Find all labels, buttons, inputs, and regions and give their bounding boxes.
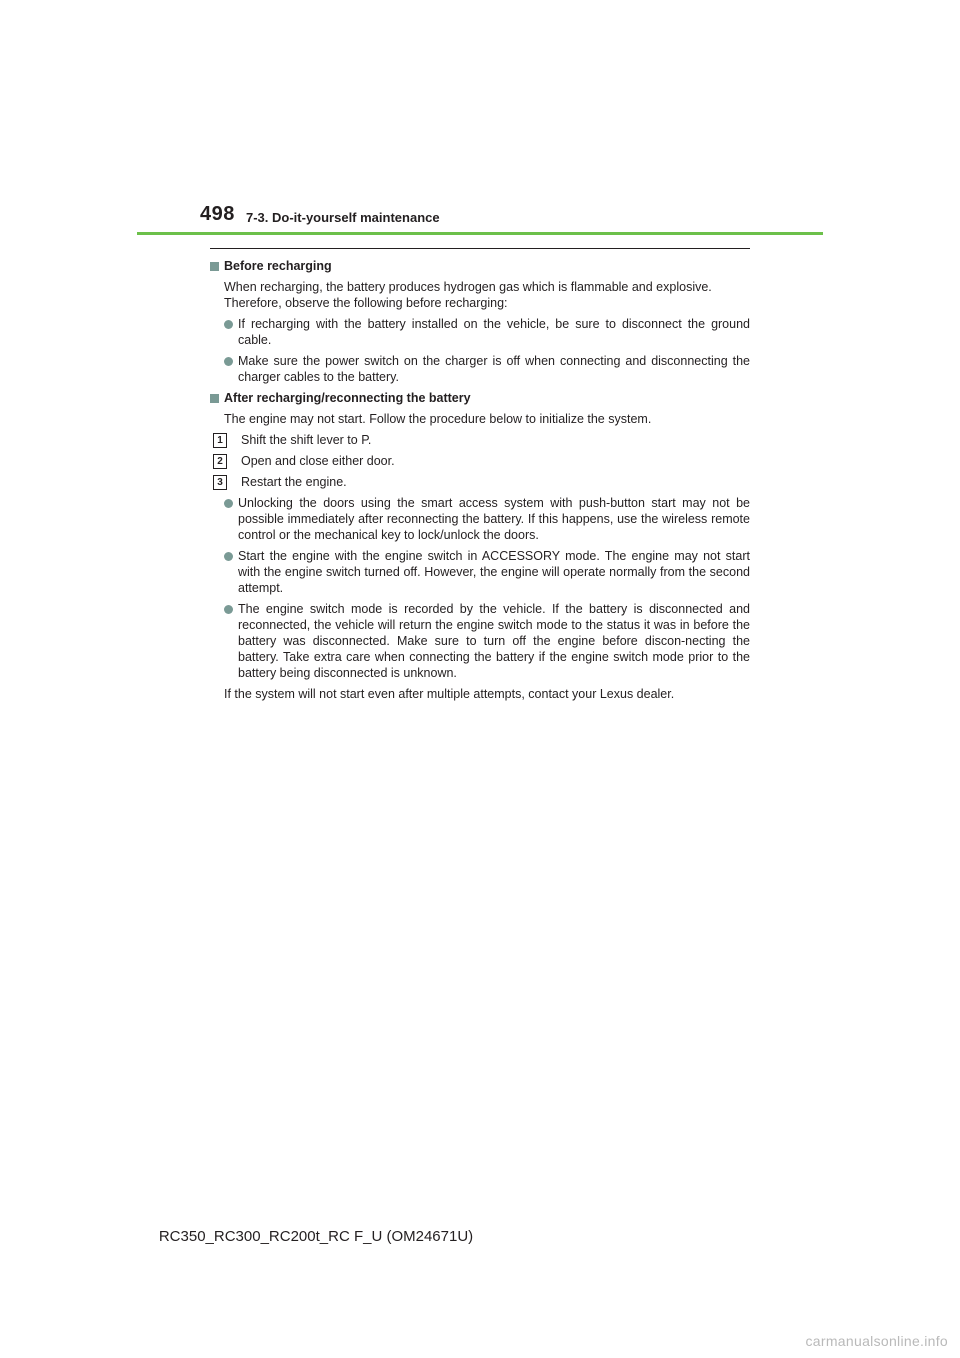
list-item bbox=[224, 548, 750, 596]
step-number-badge: 2 bbox=[213, 454, 227, 469]
section-title: 7-3. Do-it-yourself maintenance bbox=[246, 210, 440, 225]
section-intro: When recharging, the battery produces hydrogen gas which is flammable and explosive. Therefore, observe the following before recharging: bbox=[224, 280, 712, 310]
step-number-badge: 3 bbox=[213, 475, 227, 490]
header-divider bbox=[137, 232, 823, 235]
square-bullet-icon bbox=[210, 262, 219, 271]
section-heading-after-recharging bbox=[210, 390, 750, 406]
step-number-badge: 1 bbox=[213, 433, 227, 448]
list-item bbox=[224, 353, 750, 385]
watermark-link[interactable]: carmanualsonline.info bbox=[805, 1333, 948, 1349]
closing-note: If the system will not start even after multiple attempts, contact your Lexus dealer. bbox=[224, 687, 675, 701]
page-number: 498 bbox=[200, 203, 235, 225]
list-item-text: The engine switch mode is recorded by the vehicle. If the battery is disconnected and reconnected, the vehicle will return the engine switch mode to the status it was in before the battery was disconnected. Make sure to turn off the engine before discon-necting the battery. Take extra care when connecting the battery if the engine switch mode prior to the battery being disconnected is unknown. bbox=[238, 602, 750, 680]
page-header bbox=[0, 0, 960, 240]
step-text: Open and close either door. bbox=[241, 454, 395, 468]
circle-bullet-icon bbox=[224, 320, 233, 329]
section-intro: The engine may not start. Follow the procedure below to initialize the system. bbox=[224, 412, 652, 426]
manual-identifier: RC350_RC300_RC200t_RC F_U (OM24671U) bbox=[158, 1228, 474, 1245]
list-item-text: Make sure the power switch on the charger is off when connecting and disconnecting the charger cables to the battery. bbox=[238, 354, 750, 384]
list-item-text: Start the engine with the engine switch in ACCESSORY mode. The engine may not start with the engine switch turned off. However, the engine will operate normally from the second attempt. bbox=[238, 549, 750, 595]
list-item bbox=[224, 316, 750, 348]
step-text: Restart the engine. bbox=[241, 475, 347, 489]
section-heading-label: After recharging/reconnecting the battery bbox=[224, 391, 471, 405]
page-content bbox=[210, 258, 750, 707]
circle-bullet-icon bbox=[224, 357, 233, 366]
list-item-text: If recharging with the battery installed on the vehicle, be sure to disconnect the ground cable. bbox=[238, 317, 750, 347]
circle-bullet-icon bbox=[224, 499, 233, 508]
circle-bullet-icon bbox=[224, 552, 233, 561]
list-item bbox=[224, 495, 750, 543]
content-divider bbox=[210, 248, 750, 249]
list-item-text: Unlocking the doors using the smart access system with push-button start may not be possible immediately after reconnecting the battery. If this happens, use the wireless remote control or the mechanical key to lock/unlock the doors. bbox=[238, 496, 750, 542]
procedure-step bbox=[210, 432, 750, 448]
step-text: Shift the shift lever to P. bbox=[241, 433, 372, 447]
section-heading-label: Before recharging bbox=[224, 259, 332, 273]
square-bullet-icon bbox=[210, 394, 219, 403]
procedure-step bbox=[210, 474, 750, 490]
circle-bullet-icon bbox=[224, 605, 233, 614]
list-item bbox=[224, 601, 750, 681]
procedure-step bbox=[210, 453, 750, 469]
section-heading-before-recharging bbox=[210, 258, 750, 274]
